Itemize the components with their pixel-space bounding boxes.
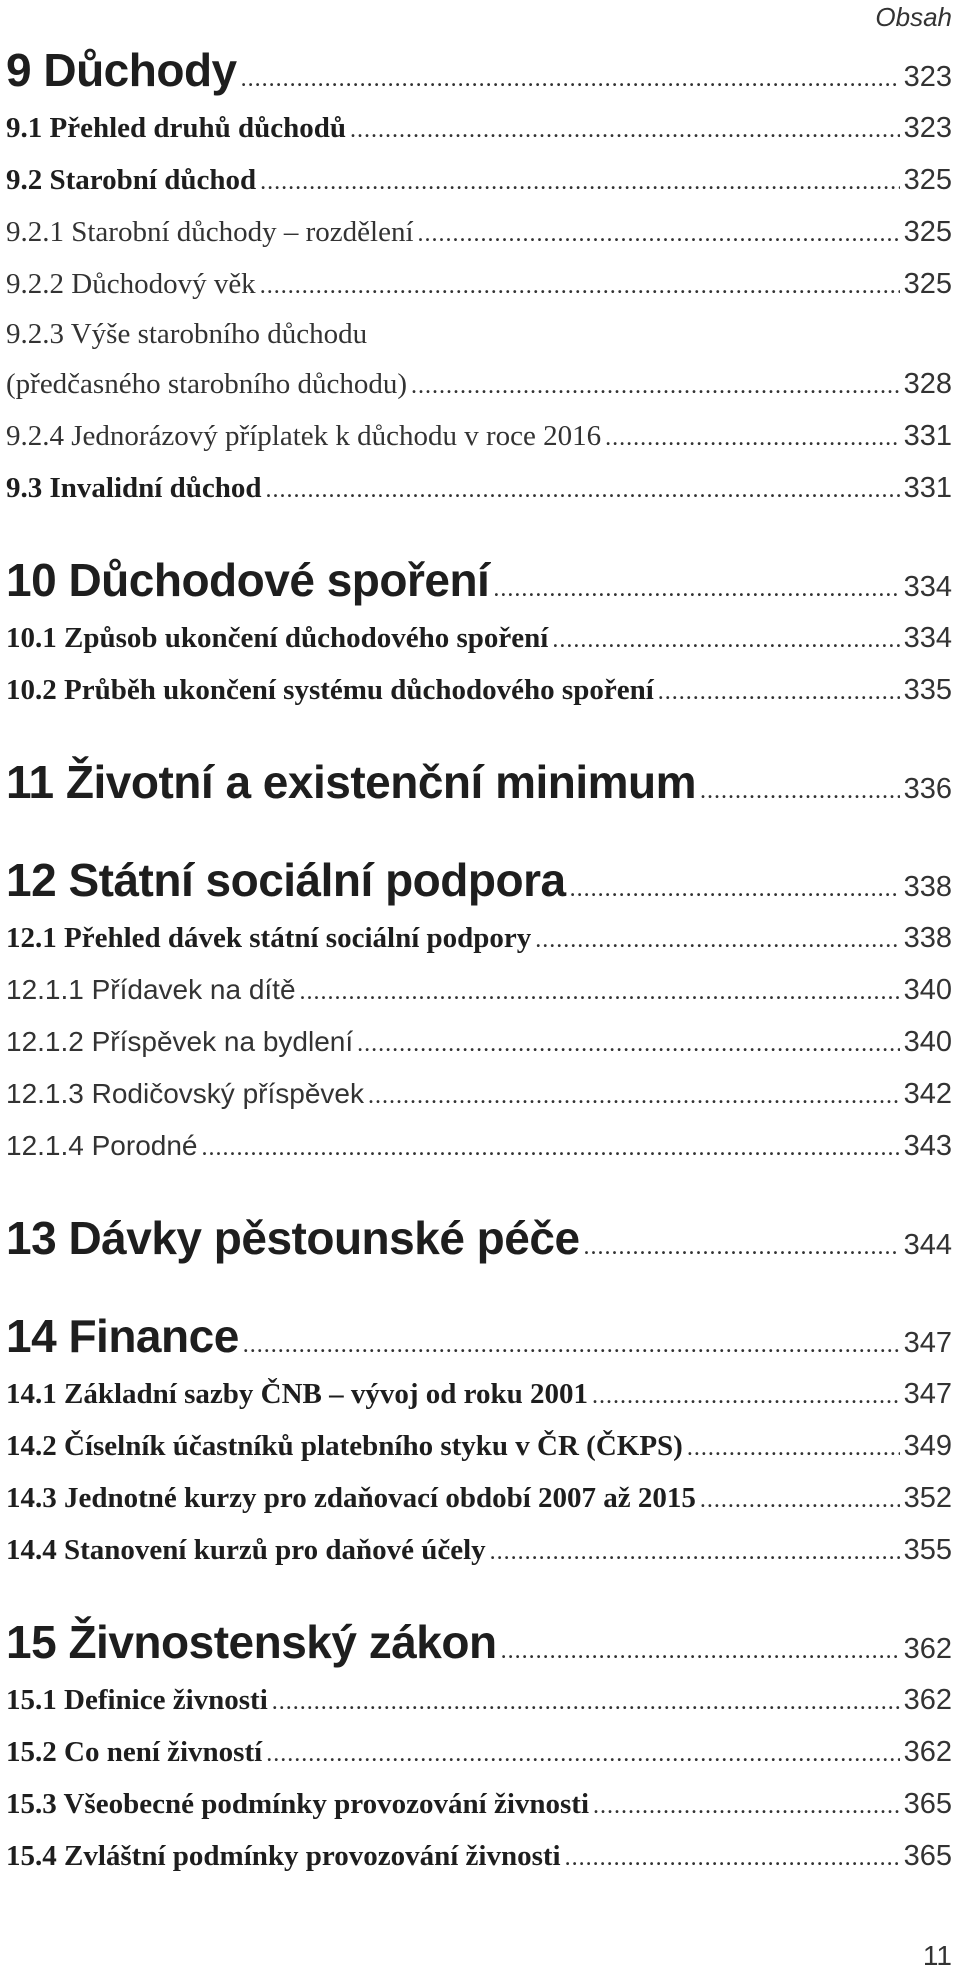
chapter-title: 11 Životní a existenční minimum [6, 756, 697, 808]
table-of-contents [6, 38, 952, 1882]
chapter-title: 9 Důchody [6, 44, 237, 96]
toc-subsection-9-2-2[interactable] [6, 258, 952, 310]
toc-subsection-12-1-3[interactable] [6, 1068, 952, 1120]
page-ref: 328 [903, 368, 952, 400]
toc-chapter-13[interactable] [6, 1206, 952, 1270]
dot-leader [552, 614, 899, 666]
page-ref: 343 [903, 1130, 952, 1162]
page-ref: 325 [903, 164, 952, 196]
dot-leader [501, 1619, 900, 1683]
section-title: 15.1 Definice živnosti [6, 1684, 268, 1716]
dot-leader [418, 208, 900, 260]
toc-section-15-3[interactable] [6, 1778, 952, 1830]
subsection-title: 9.2.1 Starobní důchody – rozdělení [6, 216, 414, 248]
page-ref: 335 [903, 674, 952, 706]
page-ref: 334 [903, 622, 952, 654]
running-head: Obsah [875, 2, 952, 32]
toc-section-15-1[interactable] [6, 1674, 952, 1726]
chapter-title: 12 Státní sociální podpora [6, 854, 566, 906]
toc-subsection-12-1-4[interactable] [6, 1120, 952, 1172]
dot-leader [658, 666, 900, 718]
dot-leader [266, 1728, 899, 1780]
toc-chapter-10[interactable] [6, 548, 952, 612]
toc-chapter-9[interactable] [6, 38, 952, 102]
dot-leader [411, 360, 900, 412]
dot-leader [272, 1676, 900, 1728]
dot-leader [493, 557, 899, 621]
section-title: 10.1 Způsob ukončení důchodového spoření [6, 622, 549, 654]
toc-chapter-14[interactable] [6, 1304, 952, 1368]
page-ref: 340 [903, 1026, 952, 1058]
page-ref: 349 [903, 1430, 952, 1462]
subsection-title: 12.1.2 Příspěvek na bydlení [6, 1026, 354, 1057]
dot-leader [202, 1122, 900, 1174]
page-ref: 352 [903, 1482, 952, 1514]
chapter-gap [6, 716, 952, 750]
page-ref: 334 [903, 571, 952, 603]
page-ref: 362 [903, 1684, 952, 1716]
page-ref: 362 [903, 1736, 952, 1768]
page-ref: 340 [903, 974, 952, 1006]
toc-section-14-1[interactable] [6, 1368, 952, 1420]
dot-leader [265, 464, 899, 516]
page-ref: 362 [903, 1633, 952, 1665]
page-ref: 342 [903, 1078, 952, 1110]
dot-leader [535, 914, 899, 966]
section-title: 15.2 Co není živností [6, 1736, 263, 1768]
page-ref: 336 [903, 773, 952, 805]
page-number: 11 [922, 1940, 952, 1971]
page-ref: 331 [903, 472, 952, 504]
page-ref: 338 [903, 922, 952, 954]
page-ref: 338 [903, 871, 952, 903]
section-title: 12.1 Přehled dávek státní sociální podpory [6, 922, 532, 954]
dot-leader [584, 1215, 900, 1279]
page-ref: 347 [903, 1378, 952, 1410]
page-ref: 323 [903, 112, 952, 144]
chapter-gap [6, 514, 952, 548]
page-ref: 325 [903, 216, 952, 248]
subsection-title: 9.2.4 Jednorázový příplatek k důchodu v roce 2016 [6, 420, 602, 452]
dot-leader [300, 966, 900, 1018]
toc-subsection-12-1-2[interactable] [6, 1016, 952, 1068]
dot-leader [700, 759, 900, 823]
toc-section-10-1[interactable] [6, 612, 952, 664]
toc-section-10-2[interactable] [6, 664, 952, 716]
dot-leader [357, 1018, 899, 1070]
section-title: 14.3 Jednotné kurzy pro zdaňovací období 2007 až 2015 [6, 1482, 696, 1514]
toc-subsection-9-2-4[interactable] [6, 410, 952, 462]
subsection-title: 12.1.3 Rodičovský příspěvek [6, 1078, 364, 1109]
dot-leader [565, 1832, 900, 1884]
toc-section-14-4[interactable] [6, 1524, 952, 1576]
dot-leader [592, 1370, 900, 1422]
page-ref: 325 [903, 268, 952, 300]
page-ref: 347 [903, 1327, 952, 1359]
toc-section-9-3[interactable] [6, 462, 952, 514]
subsection-title: 12.1.1 Přídavek na dítě [6, 974, 296, 1005]
section-title: 14.2 Číselník účastníků platebního styku v ČR (ČKPS) [6, 1430, 683, 1462]
dot-leader [260, 260, 900, 312]
page-ref: 365 [903, 1788, 952, 1820]
toc-section-14-3[interactable] [6, 1472, 952, 1524]
page-ref: 323 [903, 61, 952, 93]
page-ref: 344 [903, 1229, 952, 1261]
chapter-title: 14 Finance [6, 1310, 239, 1362]
toc-section-12-1[interactable] [6, 912, 952, 964]
toc-section-14-2[interactable] [6, 1420, 952, 1472]
subsection-title-line2: (předčasného starobního důchodu) [6, 368, 408, 400]
toc-section-9-1[interactable] [6, 102, 952, 154]
section-title: 9.2 Starobní důchod [6, 164, 257, 196]
toc-section-9-2[interactable] [6, 154, 952, 206]
chapter-title: 15 Živnostenský zákon [6, 1616, 497, 1668]
subsection-title: 9.2.2 Důchodový věk [6, 268, 256, 300]
page-ref: 365 [903, 1840, 952, 1872]
dot-leader [490, 1526, 900, 1578]
toc-section-15-2[interactable] [6, 1726, 952, 1778]
page-ref: 331 [903, 420, 952, 452]
toc-subsection-9-2-1[interactable] [6, 206, 952, 258]
toc-subsection-12-1-1[interactable] [6, 964, 952, 1016]
chapter-gap [6, 1172, 952, 1206]
dot-leader [350, 104, 900, 156]
chapter-title: 10 Důchodové spoření [6, 554, 490, 606]
toc-subsection-9-2-3[interactable] [6, 358, 952, 410]
dot-leader [700, 1474, 900, 1526]
dot-leader [687, 1422, 900, 1474]
section-title: 9.3 Invalidní důchod [6, 472, 262, 504]
dot-leader [605, 412, 899, 464]
chapter-gap [6, 1576, 952, 1610]
dot-leader [260, 156, 900, 208]
toc-chapter-12[interactable] [6, 848, 952, 912]
section-title: 15.3 Všeobecné podmínky provozování živnosti [6, 1788, 590, 1820]
toc-chapter-11[interactable] [6, 750, 952, 814]
section-title: 14.1 Základní sazby ČNB – vývoj od roku 2001 [6, 1378, 588, 1410]
subsection-title-line1[interactable]: 9.2.3 Výše starobního důchodu [6, 318, 368, 350]
subsection-title: 12.1.4 Porodné [6, 1130, 198, 1161]
page-ref: 355 [903, 1534, 952, 1566]
chapter-title: 13 Dávky pěstounské péče [6, 1212, 580, 1264]
section-title: 15.4 Zvláštní podmínky provozování živnosti [6, 1840, 561, 1872]
dot-leader [593, 1780, 900, 1832]
section-title: 10.2 Průběh ukončení systému důchodového spoření [6, 674, 654, 706]
toc-section-15-4[interactable] [6, 1830, 952, 1882]
section-title: 14.4 Stanovení kurzů pro daňové účely [6, 1534, 486, 1566]
toc-chapter-15[interactable] [6, 1610, 952, 1674]
dot-leader [570, 857, 900, 921]
dot-leader [368, 1070, 900, 1122]
section-title: 9.1 Přehled druhů důchodů [6, 112, 347, 144]
